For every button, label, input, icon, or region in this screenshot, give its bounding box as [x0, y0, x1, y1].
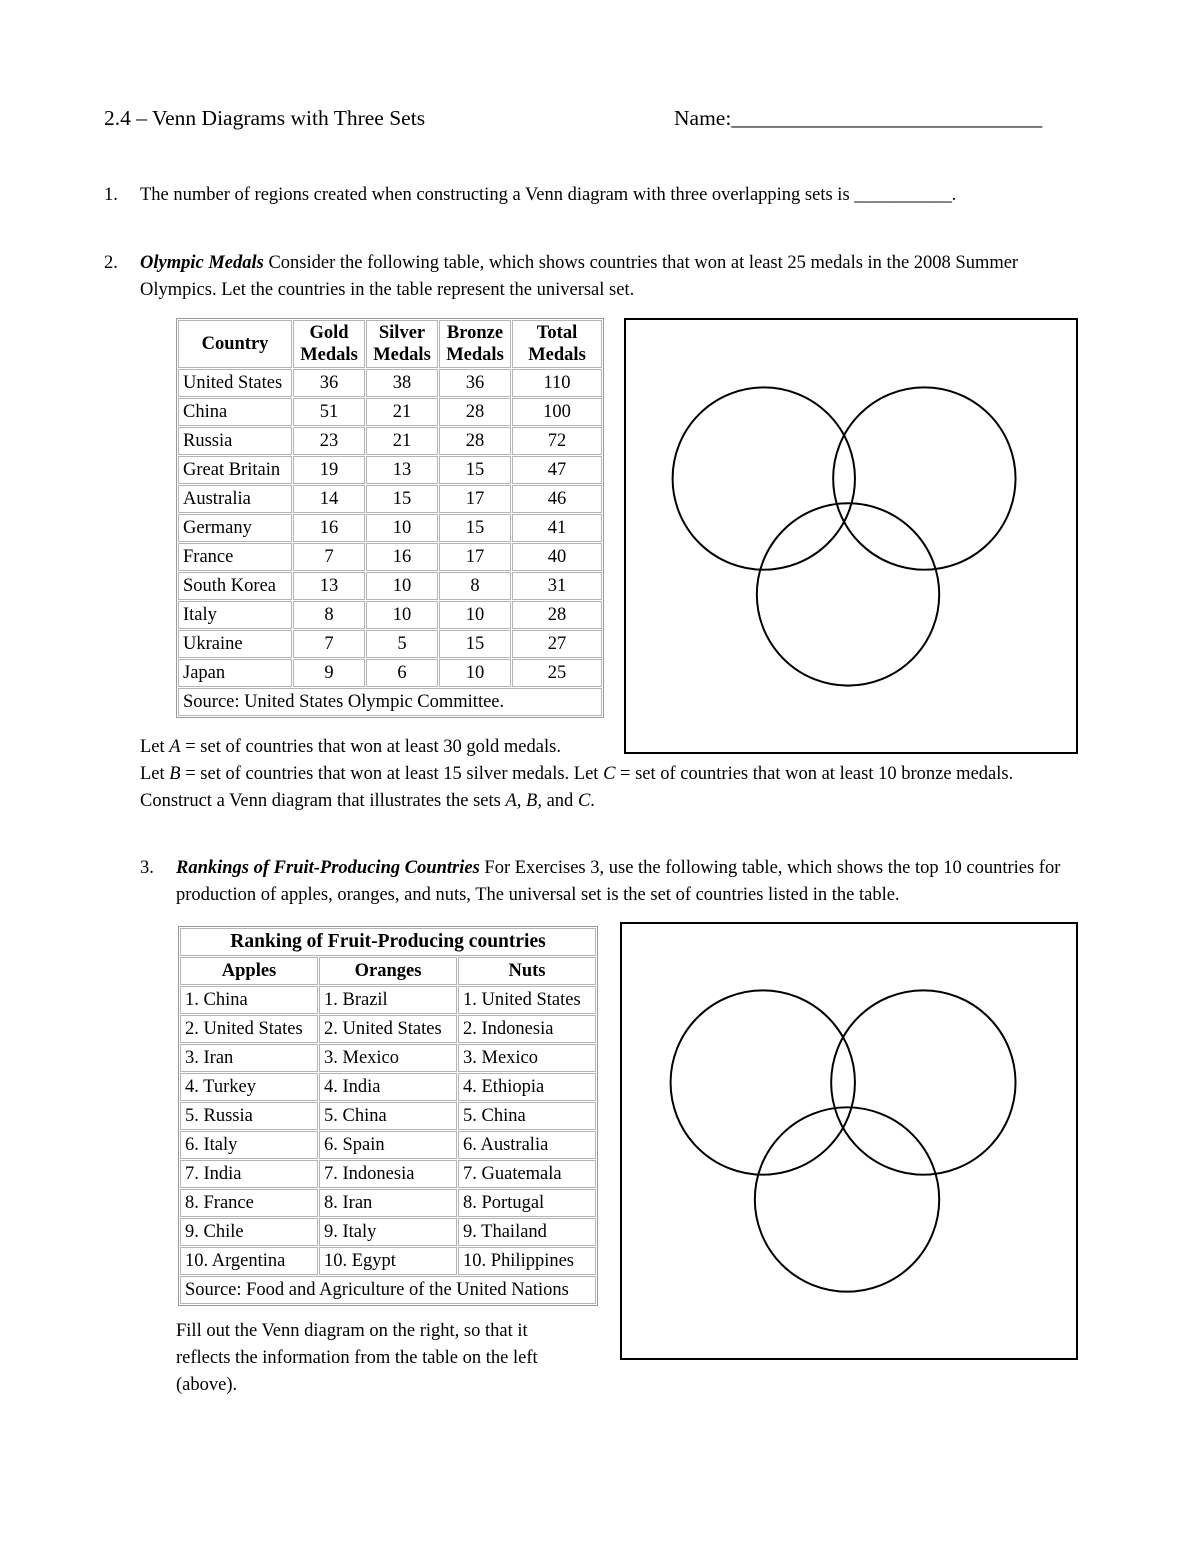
question-1-prompt: The number of regions created when constructing a Venn diagram with three overlapping sets is	[140, 185, 855, 205]
cell-country: United States	[178, 369, 292, 397]
cell-oranges: 10. Egypt	[319, 1247, 457, 1275]
cell-total: 27	[512, 630, 602, 658]
table-row	[178, 427, 602, 455]
table-row	[180, 986, 596, 1014]
cell-gold: 8	[293, 601, 365, 629]
cell-country: Japan	[178, 659, 292, 687]
venn-circle-c	[757, 503, 939, 685]
venn-circle-b	[833, 387, 1015, 569]
cell-silver: 13	[366, 456, 438, 484]
table-source-row	[180, 1276, 596, 1304]
venn-diagram-1[interactable]	[624, 318, 1078, 754]
cell-oranges: 3. Mexico	[319, 1044, 457, 1072]
cell-gold: 7	[293, 630, 365, 658]
question-1-text	[140, 182, 1094, 209]
header-silver-line2: Medals	[373, 345, 431, 365]
cell-apples: 5. Russia	[180, 1102, 318, 1130]
construct-period: .	[590, 791, 595, 811]
cell-apples: 10. Argentina	[180, 1247, 318, 1275]
cell-bronze: 17	[439, 485, 511, 513]
cell-total: 31	[512, 572, 602, 600]
cell-oranges: 5. China	[319, 1102, 457, 1130]
cell-country: China	[178, 398, 292, 426]
olympic-medals-table	[176, 318, 604, 718]
cell-apples: 8. France	[180, 1189, 318, 1217]
name-label: Name:	[674, 106, 732, 130]
cell-apples: 1. China	[180, 986, 318, 1014]
cell-apples: 7. India	[180, 1160, 318, 1188]
cell-gold: 23	[293, 427, 365, 455]
cell-silver: 21	[366, 398, 438, 426]
cell-silver: 10	[366, 572, 438, 600]
cell-nuts: 3. Mexico	[458, 1044, 596, 1072]
header-country-line1: Country	[201, 334, 269, 354]
table-row	[180, 1044, 596, 1072]
cell-bronze: 36	[439, 369, 511, 397]
cell-oranges: 7. Indonesia	[319, 1160, 457, 1188]
cell-total: 72	[512, 427, 602, 455]
venn-circle-apples	[671, 990, 855, 1174]
construct-prefix: Construct a Venn diagram that illustrates the sets	[140, 791, 506, 811]
table-row	[178, 514, 602, 542]
table-row	[178, 485, 602, 513]
cell-country: Germany	[178, 514, 292, 542]
name-field	[674, 104, 1042, 132]
cell-gold: 13	[293, 572, 365, 600]
fruit-table-header-row	[180, 957, 596, 985]
cell-oranges: 4. India	[319, 1073, 457, 1101]
cell-gold: 9	[293, 659, 365, 687]
cell-bronze: 28	[439, 398, 511, 426]
fill-out-instruction: Fill out the Venn diagram on the right, so that it reflects the information from the table on the left (above).	[176, 1321, 538, 1395]
cell-nuts: 6. Australia	[458, 1131, 596, 1159]
table-row	[180, 1102, 596, 1130]
table-row	[178, 601, 602, 629]
cell-nuts: 4. Ethiopia	[458, 1073, 596, 1101]
construct-and: and	[541, 791, 578, 811]
cell-silver: 10	[366, 601, 438, 629]
question-3	[140, 855, 1095, 909]
table-source-row	[178, 688, 602, 716]
cell-total: 100	[512, 398, 602, 426]
cell-nuts: 10. Philippines	[458, 1247, 596, 1275]
cell-bronze: 10	[439, 659, 511, 687]
question-1	[104, 182, 1094, 209]
cell-bronze: 15	[439, 630, 511, 658]
question-2-lead: Olympic Medals	[140, 253, 264, 273]
header-total	[512, 320, 602, 368]
cell-bronze: 15	[439, 514, 511, 542]
header-bronze	[439, 320, 511, 368]
set-a-description: = set of countries that won at least 30 gold medals.	[180, 737, 561, 757]
cell-bronze: 28	[439, 427, 511, 455]
cell-total: 46	[512, 485, 602, 513]
table-row	[180, 1247, 596, 1275]
cell-apples: 9. Chile	[180, 1218, 318, 1246]
cell-country: Italy	[178, 601, 292, 629]
set-c-symbol-2: C	[577, 791, 591, 811]
cell-nuts: 8. Portugal	[458, 1189, 596, 1217]
venn-diagram-1-svg	[626, 320, 1076, 752]
table-row	[178, 659, 602, 687]
header-silver	[366, 320, 438, 368]
table-row	[180, 1131, 596, 1159]
header-bronze-line1: Bronze	[446, 323, 504, 343]
set-ab-symbols: A, B,	[505, 791, 542, 811]
cell-apples: 3. Iran	[180, 1044, 318, 1072]
header-nuts: Nuts	[458, 957, 596, 985]
header-gold	[293, 320, 365, 368]
table-header-row	[178, 320, 602, 368]
name-blank-line[interactable]: ______________________________	[731, 106, 1042, 130]
cell-silver: 10	[366, 514, 438, 542]
cell-gold: 19	[293, 456, 365, 484]
header-gold-line1: Gold	[309, 323, 349, 343]
cell-oranges: 6. Spain	[319, 1131, 457, 1159]
cell-nuts: 5. China	[458, 1102, 596, 1130]
question-3-lead: Rankings of Fruit-Producing Countries	[176, 858, 480, 878]
set-b-symbol: B	[169, 764, 181, 784]
cell-silver: 21	[366, 427, 438, 455]
cell-total: 40	[512, 543, 602, 571]
fruit-table-source: Source: Food and Agriculture of the United Nations	[180, 1276, 596, 1304]
cell-apples: 6. Italy	[180, 1131, 318, 1159]
cell-bronze: 10	[439, 601, 511, 629]
header-apples: Apples	[180, 957, 318, 985]
question-3-body: For Exercises 3, use the following table, which shows the top 10 countries for production of apples, oranges, and nuts, The universal set is the set of countries listed in the table.	[176, 858, 1061, 905]
set-c-symbol: C	[603, 764, 616, 784]
venn-circle-a	[673, 387, 855, 569]
page-title: 2.4 – Venn Diagrams with Three Sets	[104, 106, 426, 130]
question-1-period: .	[951, 185, 957, 205]
cell-gold: 36	[293, 369, 365, 397]
cell-nuts: 2. Indonesia	[458, 1015, 596, 1043]
cell-apples: 4. Turkey	[180, 1073, 318, 1101]
cell-total: 25	[512, 659, 602, 687]
cell-silver: 6	[366, 659, 438, 687]
cell-country: France	[178, 543, 292, 571]
question-2-number: 2.	[104, 253, 118, 273]
cell-silver: 16	[366, 543, 438, 571]
header-country	[178, 320, 292, 368]
let-a-prefix: Let	[140, 737, 170, 757]
cell-gold: 7	[293, 543, 365, 571]
cell-country: Australia	[178, 485, 292, 513]
set-b-description: = set of countries that won at least 15 silver medals. Let	[180, 764, 604, 784]
sets-definition-line-3	[140, 788, 1100, 815]
cell-oranges: 8. Iran	[319, 1189, 457, 1217]
venn-diagram-2[interactable]	[620, 922, 1078, 1360]
cell-silver: 38	[366, 369, 438, 397]
cell-nuts: 7. Guatemala	[458, 1160, 596, 1188]
header-silver-line1: Silver	[378, 323, 426, 343]
question-1-answer-blank[interactable]: ___________	[854, 185, 952, 205]
cell-total: 47	[512, 456, 602, 484]
table-row	[178, 572, 602, 600]
cell-bronze: 17	[439, 543, 511, 571]
table-row	[178, 543, 602, 571]
cell-apples: 2. United States	[180, 1015, 318, 1043]
cell-gold: 16	[293, 514, 365, 542]
table-row	[178, 630, 602, 658]
set-c-description: = set of countries that won at least 10 bronze medals.	[615, 764, 1014, 784]
question-2	[104, 250, 1094, 304]
cell-total: 110	[512, 369, 602, 397]
question-2-body: Consider the following table, which shows countries that won at least 25 medals in the 2008 Summer Olympics. Let the countries in the table represent the universal set.	[140, 253, 1019, 300]
page-header	[104, 104, 1094, 138]
header-total-line1: Total	[536, 323, 578, 343]
table-row	[180, 1073, 596, 1101]
table-row	[180, 1189, 596, 1217]
question-2-text	[140, 250, 1094, 304]
cell-country: Ukraine	[178, 630, 292, 658]
cell-silver: 5	[366, 630, 438, 658]
cell-nuts: 1. United States	[458, 986, 596, 1014]
question-3-number: 3.	[140, 858, 154, 878]
set-a-symbol: A	[169, 737, 181, 757]
sets-definition-line-1	[140, 734, 1100, 761]
question-3-text	[176, 855, 1095, 909]
cell-country: Great Britain	[178, 456, 292, 484]
table-row	[180, 1015, 596, 1043]
table-row	[178, 398, 602, 426]
cell-total: 41	[512, 514, 602, 542]
cell-nuts: 9. Thailand	[458, 1218, 596, 1246]
fruit-table-title-row	[180, 928, 596, 956]
cell-bronze: 8	[439, 572, 511, 600]
fruit-ranking-table	[178, 926, 598, 1306]
table-row	[178, 369, 602, 397]
question-1-number: 1.	[104, 185, 118, 205]
header-gold-line2: Medals	[300, 345, 358, 365]
cell-silver: 15	[366, 485, 438, 513]
cell-country: Russia	[178, 427, 292, 455]
fruit-table-title: Ranking of Fruit-Producing countries	[180, 928, 596, 956]
cell-total: 28	[512, 601, 602, 629]
medals-table-source: Source: United States Olympic Committee.	[178, 688, 602, 716]
table-row	[178, 456, 602, 484]
cell-country: South Korea	[178, 572, 292, 600]
table-row	[180, 1218, 596, 1246]
cell-oranges: 2. United States	[319, 1015, 457, 1043]
header-bronze-line2: Medals	[446, 345, 504, 365]
sets-definition-line-2	[140, 761, 1100, 788]
header-oranges: Oranges	[319, 957, 457, 985]
venn-diagram-2-svg	[622, 924, 1076, 1358]
sets-definition	[140, 734, 1100, 815]
cell-gold: 51	[293, 398, 365, 426]
header-total-line2: Medals	[528, 345, 586, 365]
cell-oranges: 1. Brazil	[319, 986, 457, 1014]
let-b-prefix: Let	[140, 764, 170, 784]
cell-bronze: 15	[439, 456, 511, 484]
cell-oranges: 9. Italy	[319, 1218, 457, 1246]
table-row	[180, 1160, 596, 1188]
cell-gold: 14	[293, 485, 365, 513]
